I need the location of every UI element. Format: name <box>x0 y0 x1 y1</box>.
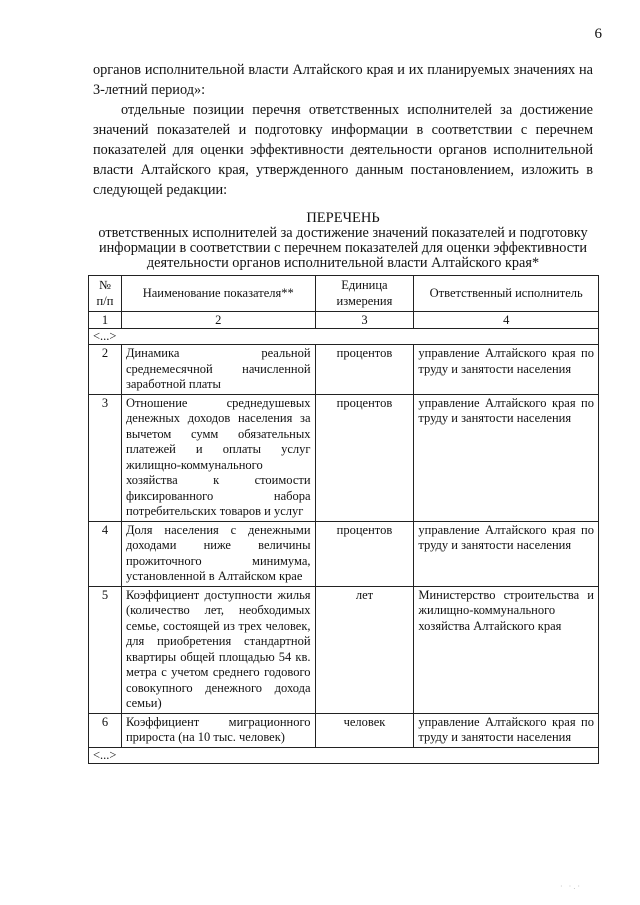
intro-text <box>93 60 593 200</box>
ellipsis-row-bottom <box>89 747 599 763</box>
row-responsible: управление Алтайского края по труду и занятости населения <box>414 713 599 747</box>
column-numbers-row <box>89 312 599 329</box>
scan-marks: · ·.· <box>560 882 582 891</box>
header-unit: Единица измерения <box>315 276 414 312</box>
row-responsible: управление Алтайского края по труду и занятости населения <box>414 394 599 521</box>
row-unit: лет <box>315 586 414 713</box>
intro-paragraph-1: органов исполнительной власти Алтайского края и их планируемых значениях на 3-летний период»: <box>93 62 593 98</box>
row-num: 5 <box>89 586 122 713</box>
table-row <box>89 713 599 747</box>
table-row <box>89 394 599 521</box>
row-responsible: Министерство строительства и жилищно-коммунального хозяйства Алтайского края <box>414 586 599 713</box>
row-unit: процентов <box>315 521 414 586</box>
row-indicator-name: Доля населения с денежными доходами ниже величины прожиточного минимума, установленной в Алтайском крае <box>121 521 315 586</box>
row-num: 2 <box>89 345 122 395</box>
column-number: 4 <box>414 312 599 329</box>
row-indicator-name: Отношение среднедушевых денежных доходов населения за вычетом сумм обязательных платежей и оплаты услуг жилищно-коммунального хозяйства к стоимости фиксированного набора потребительских товаров и услуг <box>121 394 315 521</box>
column-number: 1 <box>89 312 122 329</box>
column-number: 2 <box>121 312 315 329</box>
table-row <box>89 345 599 395</box>
page-number: 6 <box>594 26 602 42</box>
row-unit: человек <box>315 713 414 747</box>
list-title: ПЕРЕЧЕНЬ <box>306 210 380 226</box>
row-indicator-name: Коэффициент доступности жилья (количество лет, необходимых семье, состоящей из трех человек, для приобретения стандартной квартиры общей площадью 54 кв. метра с учетом среднего годового совокупного денежного дохода семьи) <box>121 586 315 713</box>
header-num: № п/п <box>89 276 122 312</box>
ellipsis-cell: <...> <box>89 747 599 763</box>
row-num: 3 <box>89 394 122 521</box>
intro-paragraph-2: отдельные позиции перечня ответственных исполнителей за достижение значений показателей и подготовку информации в соответствии с перечнем показателей для оценки эффективности деятельности органов исполнительной власти Алтайского края, утвержденного данным постановлением, изложить в следующей редакции: <box>93 102 593 198</box>
row-responsible: управление Алтайского края по труду и занятости населения <box>414 521 599 586</box>
row-responsible: управление Алтайского края по труду и занятости населения <box>414 345 599 395</box>
ellipsis-row-top <box>89 329 599 345</box>
list-heading <box>88 211 598 271</box>
list-subtitle: ответственных исполнителей за достижение значений показателей и подготовку информации в соответствии с перечнем показателей для оценки эффективности деятельности органов исполнительной власти Алтайского края* <box>98 225 588 271</box>
table-row <box>89 521 599 586</box>
ellipsis-cell: <...> <box>89 329 599 345</box>
header-responsible: Ответственный исполнитель <box>414 276 599 312</box>
column-number: 3 <box>315 312 414 329</box>
table-row <box>89 586 599 713</box>
row-unit: процентов <box>315 345 414 395</box>
header-name: Наименование показателя** <box>121 276 315 312</box>
row-indicator-name: Динамика реальной среднемесячной начисленной заработной платы <box>121 345 315 395</box>
table-header-row <box>89 276 599 312</box>
row-num: 6 <box>89 713 122 747</box>
row-num: 4 <box>89 521 122 586</box>
row-unit: процентов <box>315 394 414 521</box>
responsibility-table <box>88 275 599 764</box>
row-indicator-name: Коэффициент миграционного прироста (на 10 тыс. человек) <box>121 713 315 747</box>
